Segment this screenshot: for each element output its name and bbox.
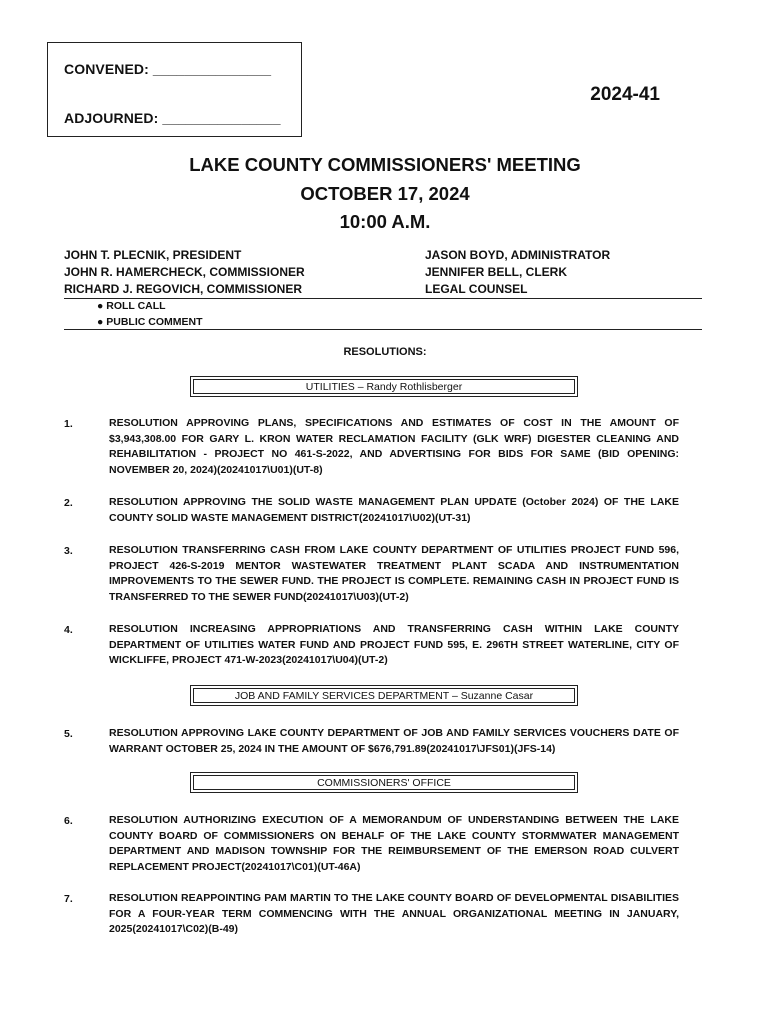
resolution-number: 4. — [64, 624, 73, 636]
resolution-text: RESOLUTION APPROVING LAKE COUNTY DEPARTMENT OF JOB AND FAMILY SERVICES VOUCHERS DATE OF WARRANT OCTOBER 25, 2024 IN THE AMOUNT OF $676,791.89(20241017\JFS01)(JFS-14) — [109, 727, 679, 755]
officer-clerk: JENNIFER BELL, CLERK — [425, 265, 568, 279]
divider-top — [64, 298, 702, 299]
resolution-text: RESOLUTION APPROVING PLANS, SPECIFICATIONS AND ESTIMATES OF COST IN THE AMOUNT OF $3,943,308.00 FOR GARY L. KRON WATER RECLAMATION FACILITY (GLK WRF) DIGESTER CLEANING AND REHABILITATION - PROJECT NO 461-S-2022, AND ADVERTISING FOR BIDS FOR SAME (BID OPENING: NOVEMBER 20, 2024)(20241017\U01)(UT-8) — [109, 417, 679, 476]
section-commissioners-office-label: COMMISSIONERS' OFFICE — [193, 775, 575, 790]
resolution-text: RESOLUTION REAPPOINTING PAM MARTIN TO THE LAKE COUNTY BOARD OF DEVELOPMENTAL DISABILITIES FOR A FOUR-YEAR TERM COMMENCING WITH THE ANNUAL ORGANIZATIONAL MEETING IN JANUARY, 2025(20241017\C02)(B-49) — [109, 892, 679, 935]
section-commissioners-office — [190, 772, 578, 793]
resolution-number: 6. — [64, 815, 73, 827]
section-job-family-services — [190, 685, 578, 706]
resolution-number: 5. — [64, 728, 73, 740]
officer-administrator: JASON BOYD, ADMINISTRATOR — [425, 248, 611, 262]
resolution-number: 1. — [64, 418, 73, 430]
agenda-roll-call: ● ROLL CALL — [97, 300, 166, 312]
convened-label: CONVENED: _______________ — [64, 61, 272, 77]
meeting-time: 10:00 A.M. — [339, 211, 431, 232]
officer-legal-counsel: LEGAL COUNSEL — [425, 282, 528, 296]
resolution-number: 7. — [64, 893, 73, 905]
resolution-number: 2. — [64, 497, 73, 509]
resolutions-heading: RESOLUTIONS: — [343, 346, 427, 358]
officer-president: JOHN T. PLECNIK, PRESIDENT — [64, 248, 242, 262]
resolution-text: RESOLUTION AUTHORIZING EXECUTION OF A MEMORANDUM OF UNDERSTANDING BETWEEN THE LAKE COUNTY BOARD OF COMMISSIONERS ON BEHALF OF THE LAKE COUNTY STORMWATER MANAGEMENT DEPARTMENT AND MADISON TOWNSHIP FOR THE REIMBURSEMENT OF THE EMERSON ROAD CULVERT REPLACEMENT PROJECT(20241017\C01)(UT-46A) — [109, 814, 679, 873]
section-utilities-label: UTILITIES – Randy Rothlisberger — [193, 379, 575, 394]
resolution-text: RESOLUTION INCREASING APPROPRIATIONS AND TRANSFERRING CASH WITHIN LAKE COUNTY DEPARTMENT OF UTILITIES WATER FUND AND PROJECT FUND 595, E. 296TH STREET WATERLINE, CITY OF WICKLIFFE, PROJECT 471-W-2023(20241017\U04)(UT-2) — [109, 623, 679, 666]
officer-commissioner-1: JOHN R. HAMERCHECK, COMMISSIONER — [64, 265, 305, 279]
section-job-family-services-label: JOB AND FAMILY SERVICES DEPARTMENT – Suzanne Casar — [193, 688, 575, 703]
adjourned-label: ADJOURNED: _______________ — [64, 110, 281, 126]
resolution-text: RESOLUTION APPROVING THE SOLID WASTE MANAGEMENT PLAN UPDATE (October 2024) OF THE LAKE COUNTY SOLID WASTE MANAGEMENT DISTRICT(20241017\U02)(UT-31) — [109, 496, 679, 524]
officer-commissioner-2: RICHARD J. REGOVICH, COMMISSIONER — [64, 282, 303, 296]
meeting-date: OCTOBER 17, 2024 — [300, 183, 470, 204]
divider-bottom — [64, 329, 702, 330]
section-utilities — [190, 376, 578, 397]
convened-adjourned-box — [47, 42, 302, 137]
agenda-public-comment: ● PUBLIC COMMENT — [97, 316, 203, 328]
resolution-number: 3. — [64, 545, 73, 557]
resolution-text: RESOLUTION TRANSFERRING CASH FROM LAKE COUNTY DEPARTMENT OF UTILITIES PROJECT FUND 596, PROJECT 426-S-2019 MENTOR WASTEWATER TREATMENT PLANT SCADA AND INSTRUMENTATION IMPROVEMENTS TO THE SEWER FUND. THE PROJECT IS COMPLETE. REMAINING CASH IN PROJECT FUND IS TRANSFERRED TO THE SEWER FUND(20241017\U03)(UT-2) — [109, 544, 679, 603]
meeting-number: 2024-41 — [590, 84, 660, 105]
meeting-title: LAKE COUNTY COMMISSIONERS' MEETING — [189, 154, 581, 175]
